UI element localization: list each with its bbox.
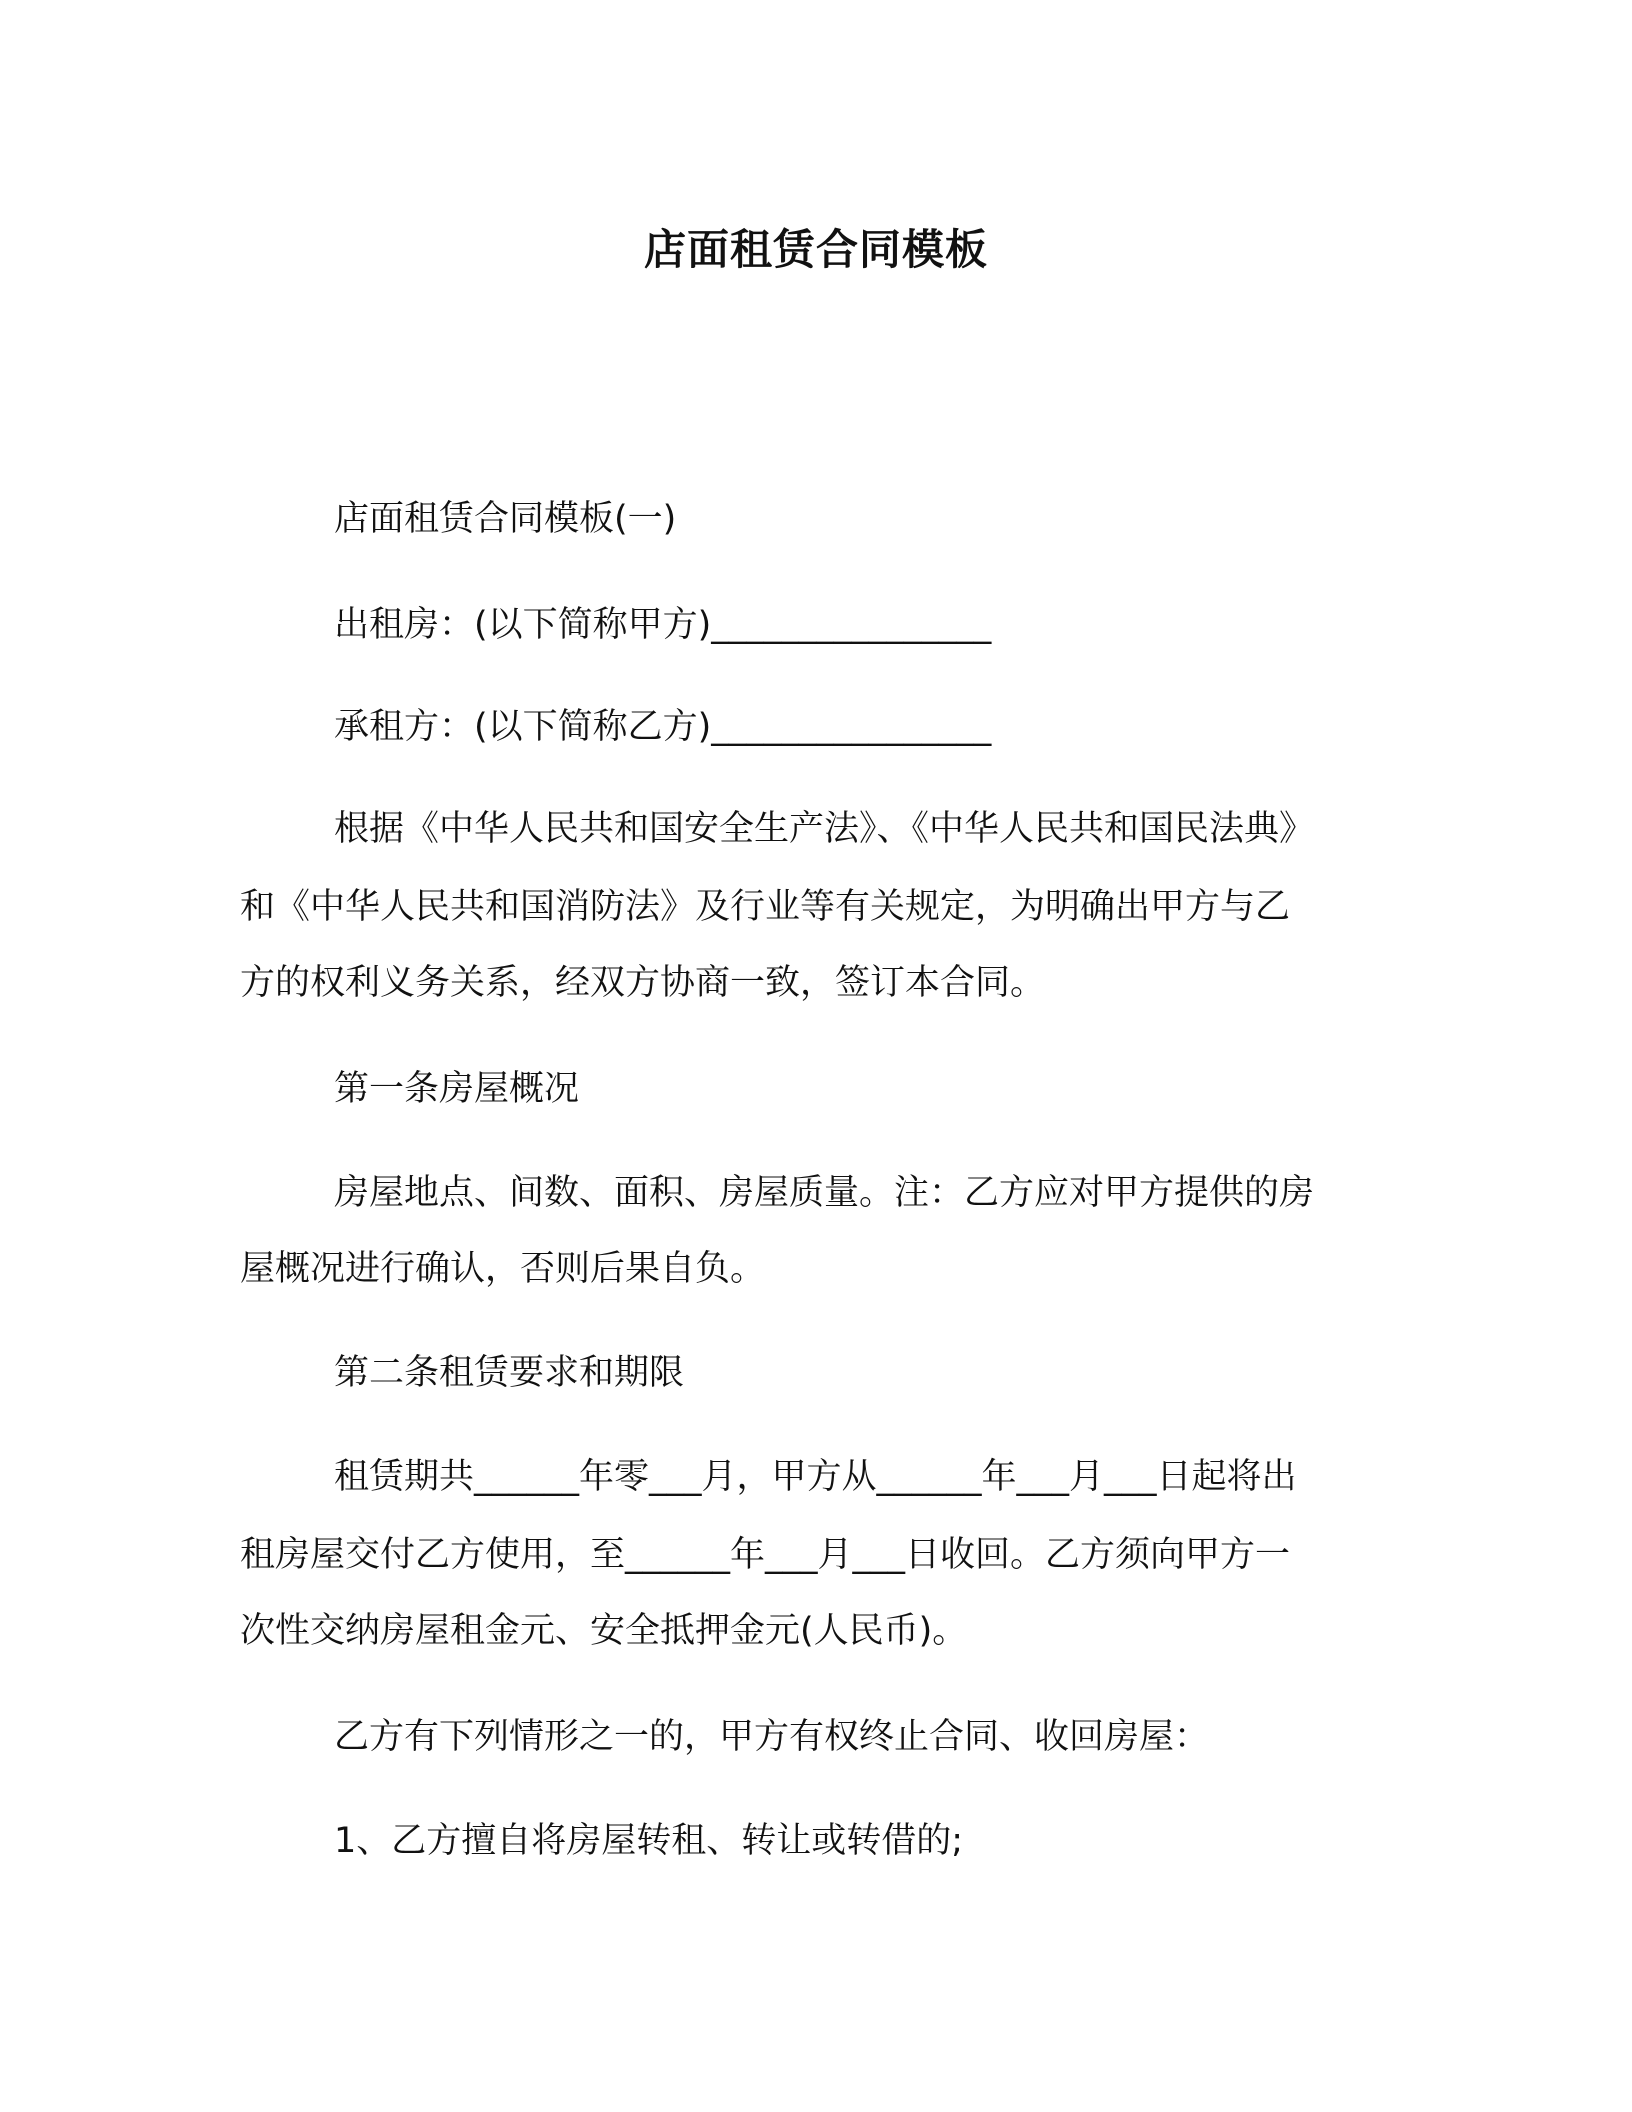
termination-item-1: 1、乙方擅自将房屋转租、转让或转借的; — [334, 1821, 964, 1861]
lessor-line: 出租房：(以下简称甲方)________________ — [334, 605, 992, 645]
article-2-line-1: 租赁期共______年零___月，甲方从______年___月___日起将出 — [334, 1457, 1297, 1497]
subtitle: 店面租赁合同模板(一) — [334, 499, 677, 539]
preamble-line-1: 根据《中华人民共和国安全生产法》、《中华人民共和国民法典》 — [334, 809, 1315, 849]
article-1-line-2: 屋概况进行确认，否则后果自负。 — [240, 1249, 766, 1289]
article-2-heading: 第二条租赁要求和期限 — [334, 1353, 685, 1393]
article-2-line-2: 租房屋交付乙方使用，至______年___月___日收回。乙方须向甲方一 — [240, 1535, 1291, 1575]
lessee-line: 承租方：(以下简称乙方)________________ — [334, 707, 992, 747]
preamble-line-3: 方的权利义务关系，经双方协商一致，签订本合同。 — [240, 963, 1046, 1003]
article-1-heading: 第一条房屋概况 — [334, 1069, 580, 1109]
document-title: 店面租赁合同模板 — [643, 225, 988, 274]
preamble-line-2: 和《中华人民共和国消防法》及行业等有关规定，为明确出甲方与乙 — [240, 887, 1291, 927]
termination-intro: 乙方有下列情形之一的，甲方有权终止合同、收回房屋： — [334, 1717, 1210, 1757]
article-2-line-3: 次性交纳房屋租金元、安全抵押金元(人民币)。 — [240, 1611, 968, 1651]
article-1-line-1: 房屋地点、间数、面积、房屋质量。注：乙方应对甲方提供的房 — [334, 1173, 1315, 1213]
